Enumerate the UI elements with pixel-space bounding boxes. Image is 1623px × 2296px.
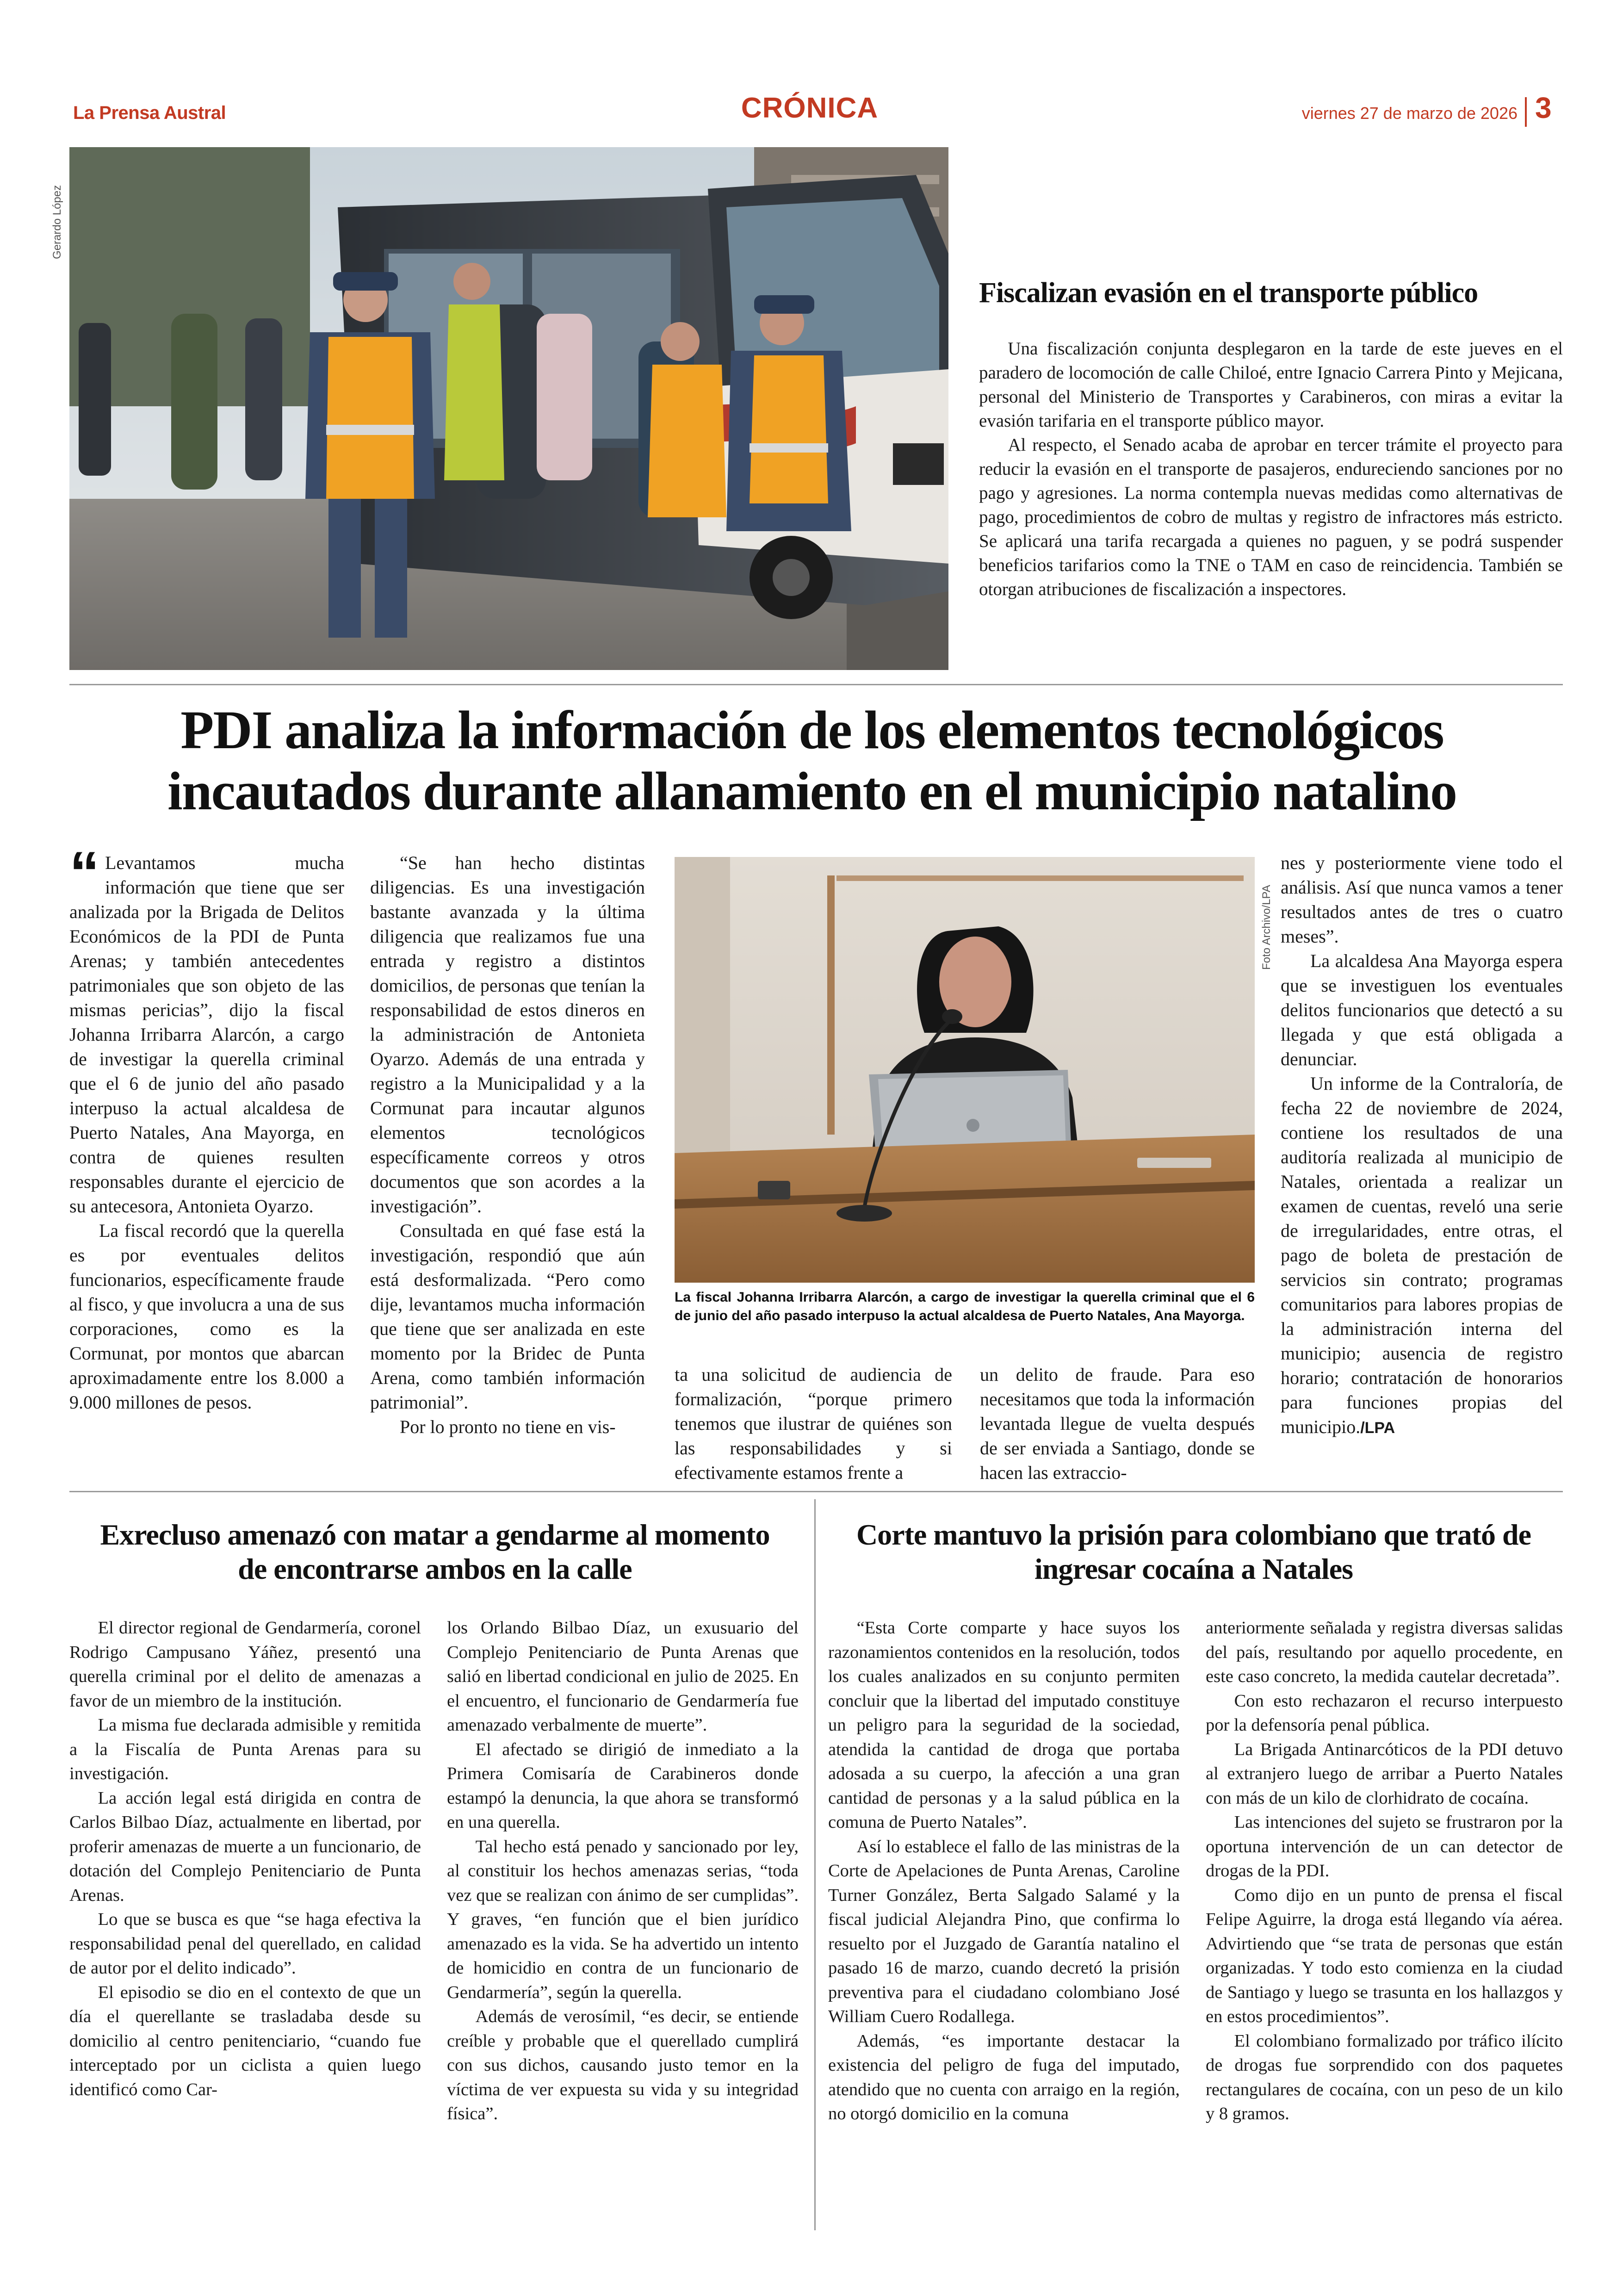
right-paragraph: Las intenciones del sujeto se frustraron por la oportuna intervención de un can detector de drogas de la PDI.	[1206, 1812, 1563, 1880]
left-paragraph: los Orlando Bilbao Díaz, un exusuario del Complejo Penitenciario de Punta Arenas que salió en libertad condicional en julio de 2025. En el encuentro, el funcionario de Gendarmería fue amenazado verbalmente de muerte”.	[447, 1618, 799, 1735]
sidebar-paragraph: Al respecto, el Senado acaba de aprobar en tercer trámite el proyecto para reducir la evasión en el transporte de pasajeros, endureciendo sanciones por no pago y agresiones. La norma contempla nuevas medidas como alternativas de pago, procedimientos de cobro de multas y registro de infractores más estricto. Se aplicará una tarifa recargada a quienes no paguen, y se podrá suspender beneficios tarifarios como la TNE o TAM en caso de reincidencia. También se otorgan atribuciones de fiscalización a inspectores.	[979, 435, 1563, 599]
bus-inspection-illustration	[69, 147, 948, 670]
newspaper-brand: La Prensa Austral	[73, 103, 226, 123]
main-headline: PDI analiza la información de los elementos tecnológicos incautados durante allanamiento en el municipio natalino	[167, 700, 1456, 821]
photo-caption: La fiscal Johanna Irribarra Alarcón, a cargo de investigar la querella criminal que el 6 de junio del año pasado interpuso la actual alcaldesa de Puerto Natales, Ana Mayorga.	[675, 1290, 1255, 1323]
prosecutor-illustration	[675, 857, 1255, 1283]
left-paragraph: Además de verosímil, “es decir, se entiende creíble y probable que el querellado cumplirá con sus dichos, causando justo temor en la víctima de ver expuesta su vida y su integridad física”.	[447, 2007, 799, 2123]
page-divider	[1525, 97, 1527, 127]
main-paragraph: ta una solicitud de audiencia de formalización, “porque primero tenemos que ilustrar de quiénes son las responsabilidades y si efectivamente estamos frente a	[675, 1364, 952, 1483]
left-paragraph: Tal hecho está penado y sancionado por ley, al constituir los hechos amenazas serias, “toda vez que se realizan con ánimo de ser cumplidas”. Y graves, “en función que el bien jurídico amenazado es la vida. Se ha advertido un intento de homicidio en contra de un funcionario de Gendarmería”, según la querella.	[447, 1837, 799, 2002]
main-paragraph: Un informe de la Contraloría, de fecha 22 de noviembre de 2024, contiene los resultados de una auditoría realizada al municipio de Natales, orientada a realizar un examen de cuentas, reveló una serie de irregularidades, entre otras, el pago de boleta de prestación de servicios sin contrato; programas comunitarios para labores propias de la administración interna del municipio; ausencia de registro horario; contratación de honorarios para funciones propias del municipio./LPA	[1281, 1073, 1563, 1437]
section-title: CRÓNICA	[741, 92, 879, 124]
right-article-col1	[828, 1616, 1180, 2126]
main-article-col4	[980, 1362, 1255, 1485]
article-signature: /LPA	[1360, 1419, 1395, 1437]
page-number: 3	[1535, 91, 1552, 124]
left-paragraph: El episodio se dio en el contexto de que un día el querellante se trasladaba desde su domicilio al centro penitenciario, “cuando fue interceptado por un ciclista a quien luego identificó como Car-	[69, 1982, 421, 2099]
sidebar-body	[979, 337, 1563, 602]
right-paragraph: La Brigada Antinarcóticos de la PDI detuvo al extranjero luego de arribar a Puerto Natales con más de un kilo de clorhidrato de cocaína.	[1206, 1739, 1563, 1808]
top-photo-credit: Gerardo López	[51, 185, 63, 259]
left-article-col2	[447, 1616, 799, 2126]
main-article-col1	[69, 839, 344, 1415]
main-paragraph: nes y posteriormente viene todo el análisis. Así que nunca vamos a tener resultados antes de tres o cuatro meses”.	[1281, 852, 1563, 947]
right-paragraph: anteriormente señalada y registra diversas salidas del país, resultando por aquello procedente, en este caso concreto, la medida cautelar decretada”.	[1206, 1618, 1563, 1686]
main-paragraph: La fiscal recordó que la querella es por eventuales delitos funcionarios, específicamente fraude al fisco, y que involucra a una de sus corporaciones, como es la Cormunat, por montos que abarcan aproximadamente entre los 8.000 a 9.000 millones de pesos.	[69, 1220, 344, 1413]
left-paragraph: La misma fue declarada admisible y remitida a la Fiscalía de Punta Arenas para su investigación.	[69, 1715, 421, 1783]
right-paragraph: Además, “es importante destacar la existencia del peligro de fuga del imputado, atendido que no cuenta con arraigo en la región, no otorgó domicilio en la comuna	[828, 2031, 1180, 2123]
opening-quote-mark: “	[69, 839, 99, 906]
main-paragraph: “Se han hecho distintas diligencias. Es una investigación bastante avanzada y la última diligencia que realizamos fue una entrada y registro a distintos domicilios, de personas que tenían la responsabilidad de estos dineros en la administración de Antonieta Oyarzo. Además de una entrada y registro a la Municipalidad y a la Cormunat para incautar algunos elementos tecnológicos específicamente correos y otros documentos que son acordes a la investigación”.	[370, 852, 645, 1216]
main-article-col3	[675, 1362, 952, 1485]
section-divider	[69, 1491, 1563, 1492]
main-paragraph: Por lo pronto no tiene en vis-	[400, 1416, 616, 1437]
right-paragraph: “Esta Corte comparte y hace suyos los razonamientos contenidos en la resolución, todos los cuales analizados en su conjunto permiten concluir que la libertad del imputado constituye un peligro para la seguridad de la sociedad, atendida la cantidad de droga que portaba adosada a su cuerpo, la afección a una gran cantidad de personas y a la salud pública en la comuna de Puerto Natales”.	[828, 1618, 1180, 1832]
main-paragraph: La alcaldesa Ana Mayorga espera que se investiguen los eventuales delitos funcionarios que detectó a su llegada y que está obligada a denunciar.	[1281, 950, 1563, 1069]
main-paragraph: un delito de fraude. Para eso necesitamos que toda la información levantada llegue de vuelta después de ser enviada a Santiago, donde se hacen las extraccio-	[980, 1364, 1255, 1483]
left-article-col1	[69, 1616, 421, 2102]
sidebar-paragraph: Una fiscalización conjunta desplegaron en la tarde de este jueves en el paradero de locomoción de calle Chiloé, entre Ignacio Carrera Pinto y Mejicana, personal del Ministerio de Transportes y Carabineros, con miras a evitar la evasión tarifaria en el transporte público mayor.	[979, 339, 1563, 431]
main-article-col5	[1281, 850, 1563, 1440]
main-paragraph: Levantamos mucha información que tiene que ser analizada por la Brigada de Delitos Económicos de la PDI de Punta Arenas; y también antecedentes patrimoniales que son objeto de las mismas pericias”, dijo la fiscal Johanna Irribarra Alarcón, a cargo de investigar la querella criminal que el 6 de junio del año pasado interpuso la actual alcaldesa de Puerto Natales, Ana Mayorga, en contra de quienes resulten responsables durante el ejercicio de su antecesora, Antonieta Oyarzo.	[69, 852, 344, 1216]
left-article-headline: Exrecluso amenazó con matar a gendarme al momento de encontrarse ambos en la calle	[100, 1518, 770, 1585]
sidebar-headline: Fiscalizan evasión en el transporte público	[979, 277, 1478, 309]
right-article-col2	[1206, 1616, 1563, 2126]
right-paragraph: Con esto rechazaron el recurso interpuesto por la defensoría penal pública.	[1206, 1691, 1563, 1735]
issue-date: viernes 27 de marzo de 2026	[1301, 104, 1518, 123]
right-article-headline: Corte mantuvo la prisión para colombiano que trató de ingresar cocaína a Natales	[856, 1518, 1531, 1585]
right-paragraph: Así lo establece el fallo de las ministras de la Corte de Apelaciones de Punta Arenas, Caroline Turner González, Berta Salgado Salamé y la fiscal judicial Alejandra Pino, que confirma lo resuelto por el Juzgado de Garantía natalino el pasado 16 de marzo, cuando decretó la prisión preventiva para el ciudadano colombiano José William Cuero Rodallega.	[828, 1837, 1180, 2026]
prosecutor-photo	[675, 857, 1255, 1283]
left-paragraph: La acción legal está dirigida en contra de Carlos Bilbao Díaz, actualmente en libertad, por proferir amenazas de muerte a un funcionario, de dotación del Complejo Penitenciario de Punta Arenas.	[69, 1788, 421, 1905]
section-divider	[69, 684, 1563, 685]
left-paragraph: Lo que se busca es que “se haga efectiva la responsabilidad penal del querellado, en calidad de autor por el delito indicado”.	[69, 1910, 421, 1978]
bus-inspection-photo	[69, 147, 948, 670]
left-paragraph: El afectado se dirigió de inmediato a la Primera Comisaría de Carabineros donde estampó la denuncia, la que ahora se transformó en una querella.	[447, 1739, 799, 1832]
column-divider	[814, 1499, 816, 2230]
right-paragraph: Como dijo en un punto de prensa el fiscal Felipe Aguirre, la droga está llegando vía aérea. Advirtiendo que “se trata de personas que están organizadas. Y todo esto comienza en la ciudad de Santiago y luego se trasunta en los hallazgos y en estos procedimientos”.	[1206, 1885, 1563, 2026]
main-paragraph: Consultada en qué fase está la investigación, respondió que aún está desformalizada. “Pero como dije, levantamos mucha información que tiene que ser analizada en este momento por la Bridec de Punta Arena, como también información patrimonial”.	[370, 1220, 645, 1413]
left-paragraph: El director regional de Gendarmería, coronel Rodrigo Campusano Yáñez, presentó una querella criminal por el delito de amenazas a favor de un miembro de la institución.	[69, 1618, 421, 1711]
main-article-col2	[370, 850, 645, 1439]
right-paragraph: El colombiano formalizado por tráfico ilícito de drogas fue sorprendido con dos paquetes rectangulares de cocaína, con un peso de un kilo y 8 gramos.	[1206, 2031, 1563, 2123]
main-photo-credit: Foto Archivo/LPA	[1260, 885, 1273, 970]
